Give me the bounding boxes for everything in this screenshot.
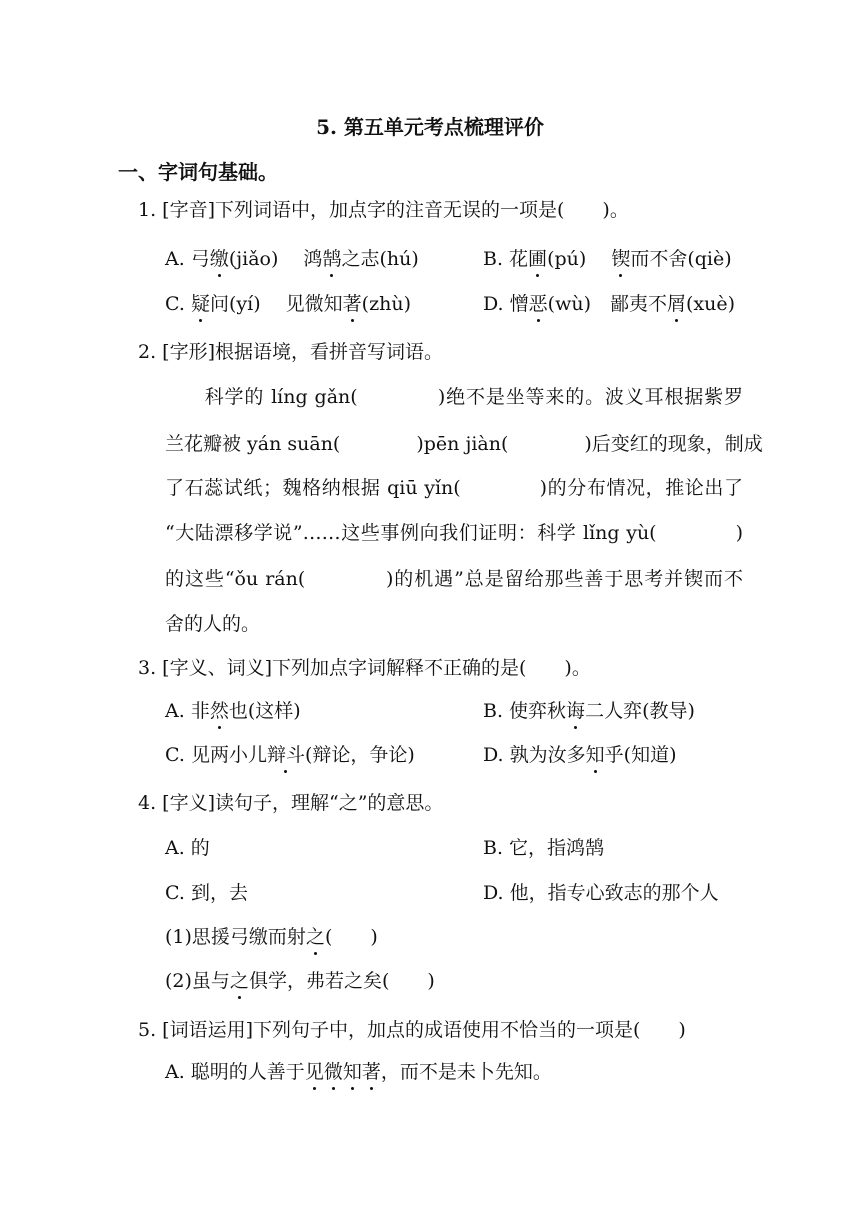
q2-passage-line-6: 舍的人的。 [165, 613, 261, 635]
q3-option-c: C. 见两小儿辩斗(辩论，争论) [165, 744, 415, 766]
question-3-stem: 3. [字义、词义]下列加点字词解释不正确的是( )。 [138, 657, 591, 679]
q3-option-b: B. 使弈秋诲二人弈(教导) [483, 700, 695, 722]
emphasis-char: 锲 [611, 248, 631, 270]
q5-option-a: A. 聪明的人善于见微知著，而不是未卜先知。 [165, 1061, 552, 1083]
emphasis-char: 缴 [209, 248, 229, 270]
emphasis-char: 微 [323, 1061, 343, 1083]
emphasis-char: 恶 [528, 293, 548, 315]
emphasis-char: 著 [361, 1061, 381, 1083]
emphasis-char: 之 [305, 926, 325, 948]
q2-passage-line-1: 科学的 líng gǎn( )绝不是坐等来的。波义耳根据紫罗 [165, 386, 743, 408]
emphasis-char: 著 [342, 293, 362, 315]
q4-sentence-2: (2)虽与之俱学，弗若之矣( ) [165, 970, 435, 992]
emphasis-char: 辩斗 [266, 744, 305, 766]
emphasis-char: 屑 [666, 293, 686, 315]
q4-option-b: B. 它，指鸿鹄 [483, 837, 605, 859]
emphasis-char: 圃 [528, 248, 548, 270]
q3-option-d: D. 孰为汝多知乎(知道) [483, 744, 677, 766]
q4-option-c: C. 到，去 [165, 882, 248, 904]
question-4-stem: 4. [字义]读句子，理解“之”的意思。 [138, 792, 444, 814]
emphasis-char: 诲 [566, 700, 586, 722]
q3-option-a: A. 非然也(这样) [165, 700, 301, 722]
q4-sentence-1: (1)思援弓缴而射之( ) [165, 926, 378, 948]
emphasis-char: 知 [342, 1061, 362, 1083]
page-title: 5. 第五单元考点梳理评价 [316, 115, 544, 139]
q2-passage-line-3: 了石蕊试纸；魏格纳根据 qiū yǐn( )的分布情况，推论出了 [165, 477, 743, 499]
q4-option-d: D. 他，指专心致志的那个人 [483, 882, 719, 904]
q1-option-b: B. 花圃(pú) 锲而不舍(qiè) [483, 248, 732, 270]
emphasis-char: 见 [304, 1061, 324, 1083]
q1-option-c: C. 疑问(yí) 见微知著(zhù) [165, 293, 411, 315]
emphasis-char: 鹄 [322, 248, 342, 270]
q2-passage-line-5: 的这些“ǒu rán( )的机遇”总是留给那些善于思考并锲而不 [165, 568, 743, 590]
question-2-stem: 2. [字形]根据语境，看拼音写词语。 [138, 341, 443, 363]
question-5-stem: 5. [词语运用]下列句子中，加点的成语使用不恰当的一项是( ) [138, 1019, 686, 1041]
q2-passage-line-2: 兰花瓣被 yán suān( )pēn jiàn( )后变红的现象，制成 [165, 433, 763, 455]
question-1-stem: 1. [字音]下列词语中，加点字的注音无误的一项是( )。 [138, 199, 629, 221]
q1-option-a: A. 弓缴(jiǎo) 鸿鹄之志(hú) [165, 248, 419, 270]
q2-passage-line-4: “大陆漂移学说”……这些事例向我们证明：科学 lǐng yù( ) [165, 522, 743, 544]
emphasis-char: 疑 [190, 293, 210, 315]
q4-option-a: A. 的 [165, 837, 210, 859]
emphasis-char: 然 [209, 700, 229, 722]
emphasis-char: 知 [585, 744, 605, 766]
section-heading: 一、字词句基础。 [118, 160, 278, 184]
emphasis-char: 之 [229, 970, 249, 992]
q1-option-d: D. 憎恶(wù) 鄙夷不屑(xuè) [483, 293, 736, 315]
